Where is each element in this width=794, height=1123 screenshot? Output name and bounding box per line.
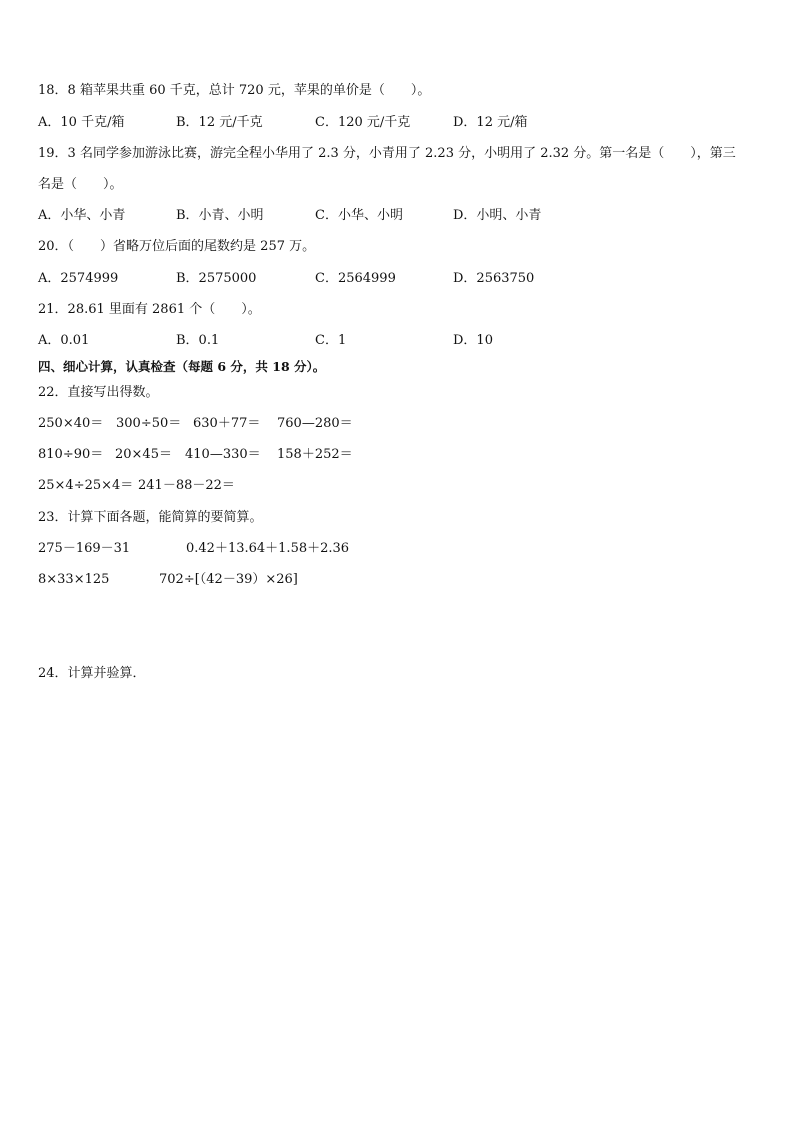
q22-row1-item2: 300÷50＝: [116, 416, 182, 431]
q22-row2-item4: 158＋252＝: [277, 447, 353, 462]
question-19-option-c: C．小华、小明: [315, 208, 403, 223]
q23-row2-item1: 8×33×125: [38, 572, 110, 587]
question-18-option-a: A．10 千克/箱: [38, 115, 125, 130]
question-19-option-a: A．小华、小青: [38, 208, 126, 223]
question-18-option-d: D．12 元/箱: [453, 115, 528, 130]
q22-row1-item4: 760—280＝: [277, 416, 353, 431]
question-18-stem: 18．8 箱苹果共重 60 千克，总计 720 元，苹果的单价是（ ）。: [38, 83, 431, 98]
q22-row2-item2: 20×45＝: [115, 447, 172, 462]
question-21-option-b: B．0.1: [176, 333, 220, 348]
q23-row1-item2: 0.42＋13.64＋1.58＋2.36: [186, 541, 350, 556]
section-4-heading: 四、细心计算，认真检查（每题 6 分，共 18 分）。: [38, 359, 326, 374]
q22-row2-item1: 810÷90＝: [38, 447, 104, 462]
q22-row3-item1: 25×4÷25×4＝: [38, 478, 134, 493]
q22-row1-item3: 630＋77＝: [193, 416, 261, 431]
question-19-stem-line1: 19．3 名同学参加游泳比赛，游完全程小华用了 2.3 分，小青用了 2.23 分，小明用了 2.32 分。第一名是（ ），第三: [38, 146, 736, 161]
question-19-stem-line2: 名是（ ）。: [38, 177, 123, 192]
question-21-option-d: D．10: [453, 333, 493, 348]
question-18-option-c: C．120 元/千克: [315, 115, 411, 130]
question-20-option-b: B．2575000: [176, 271, 257, 286]
question-24-stem: 24．计算并验算．: [38, 666, 146, 681]
question-20-option-a: A．2574999: [38, 271, 119, 286]
question-21-stem: 21．28.61 里面有 2861 个（ ）。: [38, 302, 261, 317]
q22-row2-item3: 410—330＝: [185, 447, 261, 462]
question-23-stem: 23．计算下面各题，能简算的要简算。: [38, 510, 263, 525]
question-21-option-c: C．1: [315, 333, 347, 348]
question-19-option-b: B．小青、小明: [176, 208, 264, 223]
q23-row2-item2: 702÷[（42－39）×26]: [159, 572, 298, 587]
q22-row3-item2: 241－88－22＝: [138, 478, 235, 493]
question-22-stem: 22．直接写出得数。: [38, 385, 159, 400]
question-19-option-d: D．小明、小青: [453, 208, 542, 223]
question-21-option-a: A．0.01: [38, 333, 90, 348]
question-20-option-d: D．2563750: [453, 271, 535, 286]
question-20-option-c: C．2564999: [315, 271, 396, 286]
question-18-option-b: B．12 元/千克: [176, 115, 263, 130]
q22-row1-item1: 250×40＝: [38, 416, 104, 431]
q23-row1-item1: 275－169－31: [38, 541, 131, 556]
question-20-stem: 20．（ ）省略万位后面的尾数约是 257 万。: [38, 239, 316, 254]
